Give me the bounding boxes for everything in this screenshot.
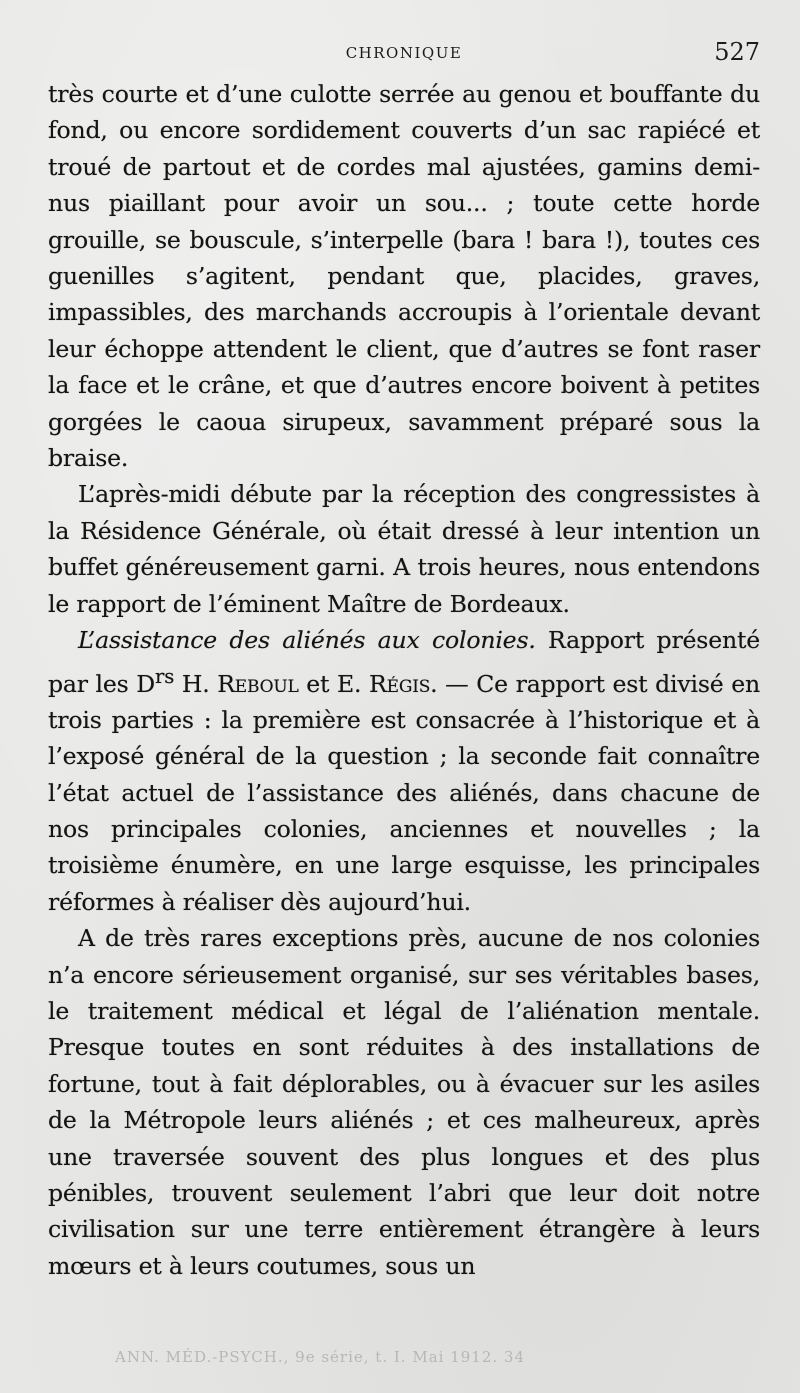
report-intro: Rapport présenté par les D [48, 626, 760, 698]
author-reboul: H. Reboul [174, 669, 299, 698]
author-regis: E. Régis [337, 669, 431, 698]
report-summary: . — Ce rapport est divisé en trois parties : la première est consacrée à l’historique et à l’exposé général de la question ; la seconde fait connaître l’état actuel de l’assistance des aliénés, dans chacune de nos principales colonies, anciennes et nouvelles ; la troisième énumère, en une large esquisse, les principales réformes à réaliser dès aujourd’hui. [48, 669, 760, 916]
paragraph-2: L’après-midi débute par la réception des congressistes à la Résidence Générale, où était dressé à leur intention un buffet généreusement garni. A trois heures, nous entendons le rapport de l’éminent Maître de Bordeaux. [48, 480, 760, 618]
running-title: CHRONIQUE [345, 44, 463, 62]
section-title: L’assistance des aliénés aux colonies. [78, 626, 536, 655]
paragraph-1: très courte et d’une culotte serrée au genou et bouffante du fond, ou encore sordidement couverts d’un sac rapiécé et troué de partout et de cordes mal ajustées, gamins demi-nus piaillant pour avoir un sou... ; toute cette horde grouille, se bouscule, s’interpelle (bara ! bara !), toutes ces guenilles s’agitent, pendant que, placides, graves, impassibles, des marchands accroupis à l’orientale devant leur échoppe attendent le client, que d’autres se font raser la face et le crâne, et que d’autres encore boivent à petites gorgées le caoua sirupeux, savamment préparé sous la braise. [48, 80, 760, 473]
printer-signature: ANN. MÉD.-PSYCH., 9e série, t. I. Mai 1912. 34 [115, 1348, 525, 1366]
author-conjunction: et [298, 669, 338, 698]
paragraph-3 [48, 622, 760, 920]
body-text [48, 76, 760, 1284]
doctors-superscript: rs [155, 664, 175, 688]
page-header [48, 30, 760, 70]
paragraph-4: A de très rares exceptions près, aucune de nos colonies n’a encore sérieusement organisé, sur ses véritables bases, le traitement médical et légal de l’aliénation mentale. Presque toutes en sont réduites à des installations de fortune, tout à fait déplorables, ou à évacuer sur les asiles de la Métropole leurs aliénés ; et ces malheureux, après une traversée souvent des plus longues et des plus pénibles, trouvent seulement l’abri que leur doit notre civilisation sur une terre entièrement étrangère à leurs mœurs et à leurs coutumes, sous un [48, 924, 760, 1280]
page-number: 527 [714, 38, 760, 66]
